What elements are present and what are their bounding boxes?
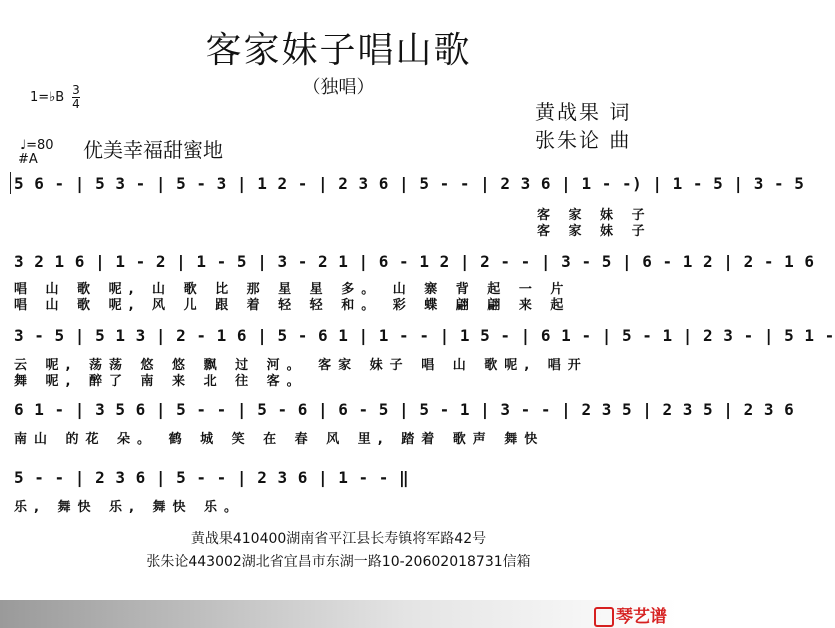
site-logo[interactable] (594, 602, 667, 627)
meter-bottom: 4 (72, 97, 80, 111)
notes-row-5: 5 - - | 2 3 6 | 5 - - | 2 3 6 | 1 - - ‖ (14, 468, 410, 487)
notes-row-3: 3 - 5 | 5 1 3 | 2 - 1 6 | 5 - 6 1 | 1 - - | 1 5 - | 6 1 - | 5 - 1 | 2 3 - | 5 1 - (14, 326, 835, 345)
meter-top: 3 (72, 83, 80, 97)
lyrics-row-5-line-1: 乐, 舞快 乐, 舞快 乐。 (14, 500, 244, 515)
lyrics-row-2-line-2: 唱 山 歌 呢, 风 儿 跟 着 轻 轻 和。 彩 蝶 翩 翩 来 起 (14, 298, 571, 313)
key-signature: 1=♭B (30, 90, 65, 105)
expression-mark: 优美幸福甜蜜地 (83, 138, 223, 162)
lyricist-address: 黄战果410400湖南省平江县长寿镇将军路42号 (190, 531, 487, 547)
sharp-mark: #A (18, 152, 38, 167)
lyrics-row-1-line-2: 客 家 妹 子 (537, 224, 652, 239)
song-title: 客家妹子唱山歌 (205, 30, 472, 71)
bottom-strip (0, 600, 677, 628)
notes-row-2: 3 2 1 6 | 1 - 2 | 1 - 5 | 3 - 2 1 | 6 - 1 2 | 2 - - | 3 - 5 | 6 - 1 2 | 2 - 1 6 (14, 252, 815, 271)
piano-logo-icon (594, 607, 614, 627)
notes-row-4: 6 1 - | 3 5 6 | 5 - - | 5 - 6 | 6 - 5 | 5 - 1 | 3 - - | 2 3 5 | 2 3 5 | 2 3 6 (14, 400, 795, 419)
time-signature (72, 84, 80, 111)
lyrics-row-1-line-1: 客 家 妹 子 (537, 208, 652, 223)
lyrics-row-4-line-1: 南山 的花 朵。 鹤 城 笑 在 春 风 里, 踏着 歌声 舞快 (14, 432, 545, 447)
lyricist-credit: 黄战果 词 (535, 100, 632, 124)
composer-address: 张朱论443002湖北省宜昌市东湖一路10-20602018731信箱 (146, 554, 531, 570)
start-barline (10, 172, 11, 194)
lyrics-row-3-line-1: 云 呢, 荡荡 悠 悠 飘 过 河。 客家 妹子 唱 山 歌呢, 唱开 (14, 358, 588, 373)
logo-text: 琴艺谱 (616, 607, 667, 627)
song-subtitle: （独唱） (302, 77, 375, 98)
lyrics-row-2-line-1: 唱 山 歌 呢, 山 歌 比 那 星 星 多。 山 寨 背 起 一 片 (14, 282, 571, 297)
composer-credit: 张朱论 曲 (535, 128, 632, 152)
tempo-mark: ♩=80 (20, 138, 54, 153)
lyrics-row-3-line-2: 舞 呢, 醉了 南 来 北 往 客。 (14, 374, 307, 389)
notes-row-1: 5 6 - | 5 3 - | 5 - 3 | 1 2 - | 2 3 6 | 5 - - | 2 3 6 | 1 - -) | 1 - 5 | 3 - 5 (14, 174, 805, 193)
